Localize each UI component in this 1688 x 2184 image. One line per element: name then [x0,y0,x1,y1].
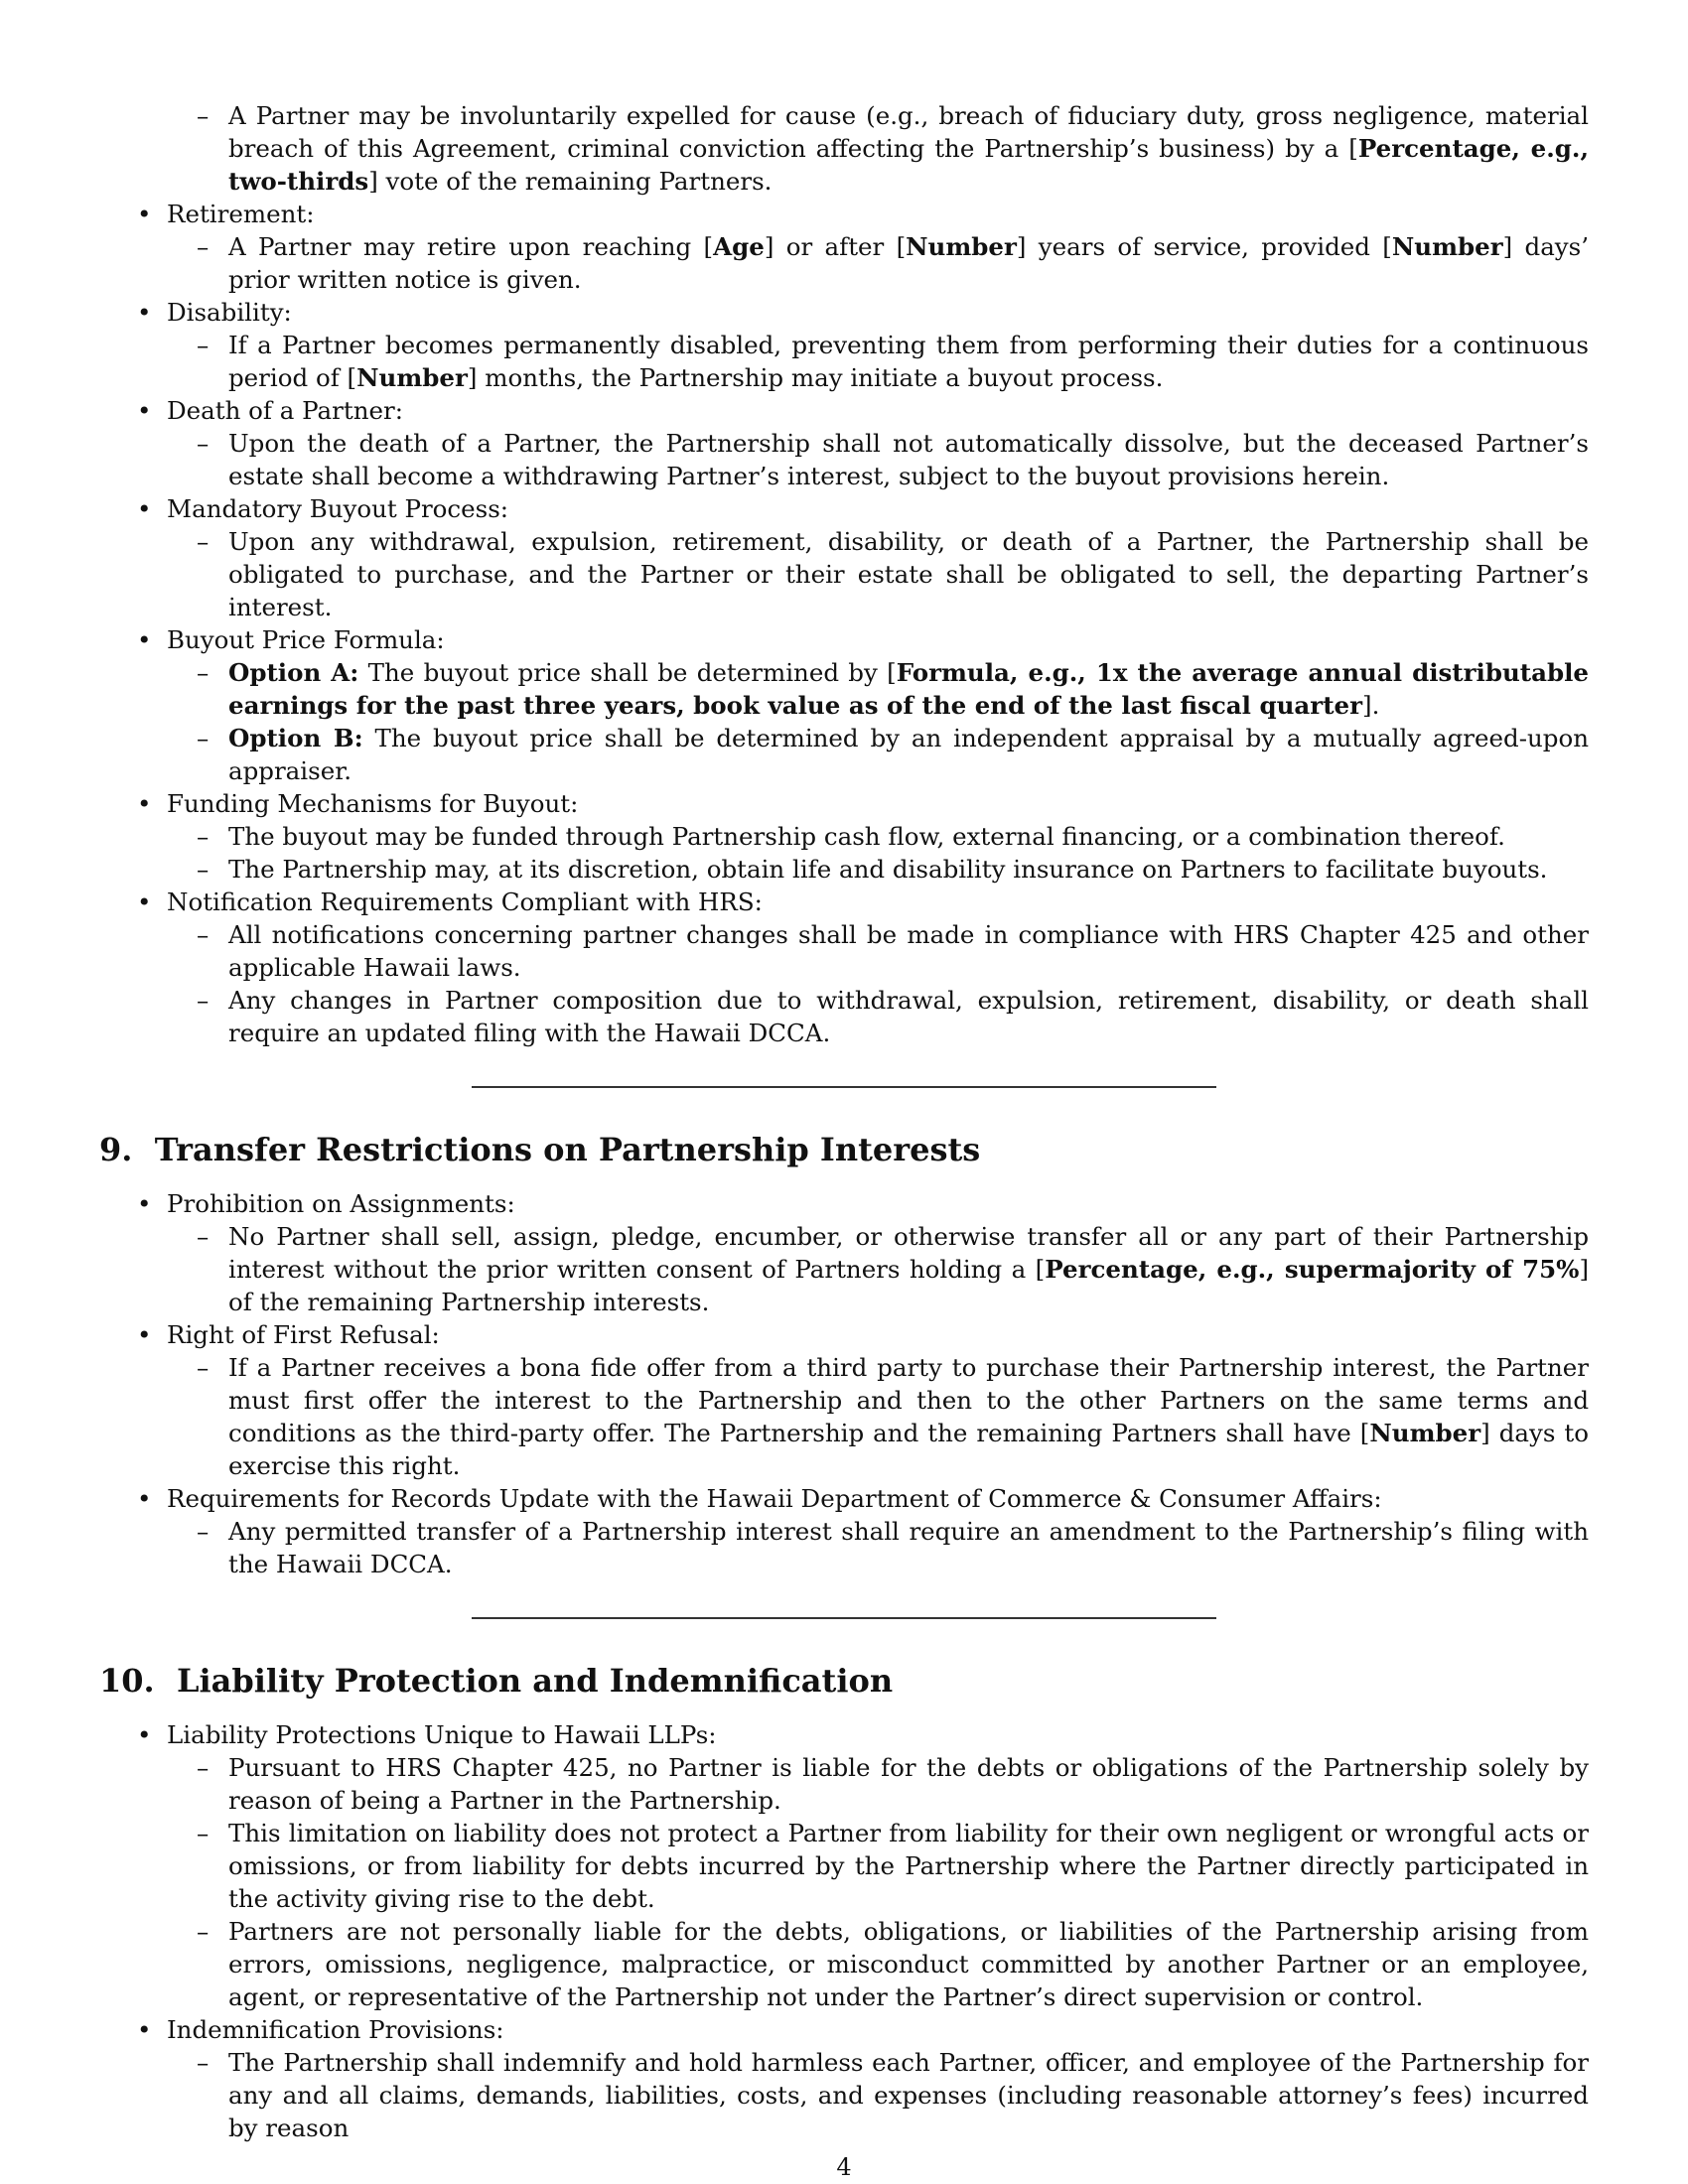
text-run: Partners are not personally liable for the debts, obligations, or liabilities of the Partnership arising from errors, omissions, negligence, malpractice, or misconduct committed by another Partner or an employee, agent, or representative of the Partnership not under the Partner’s direct supervision or control. [228,1917,1589,2011]
section-number: 10. [99,1662,155,1700]
sub-list-item [228,1351,1589,1482]
sub-list [167,1515,1589,1580]
list-item [167,296,1589,394]
text-run: All notifications concerning partner changes shall be made in compliance with HRS Chapter 425 and other applicable Hawaii laws. [228,920,1589,982]
text-run: Upon any withdrawal, expulsion, retirement, disability, or death of a Partner, the Partnership shall be obligated to purchase, and the Partner or their estate shall be obligated to sell, the departing Partner’s interest. [228,527,1589,621]
list-item [167,1718,1589,2013]
bold-text: Percentage, e.g., supermajority of 75% [1045,1255,1580,1284]
list-item-label: Mandatory Buyout Process: [167,494,509,523]
section-heading-10 [99,1661,1589,1701]
list-item [167,1187,1589,1318]
top-bullet-list [99,99,1589,1049]
text-run: If a Partner becomes permanently disabled, preventing them from performing their duties for a continuous period of [ [228,331,1589,392]
sub-list-item [228,1220,1589,1318]
section-10-list [99,1718,1589,2144]
section-divider [472,1086,1216,1088]
section-title: Transfer Restrictions on Partnership Interests [154,1131,981,1168]
text-run: ] years of service, provided [ [1016,232,1392,261]
text-run: This limitation on liability does not protect a Partner from liability for their own negligent or wrongful acts or omissions, or from liability for debts incurred by the Partnership where the Partner directly participated in the activity giving rise to the debt. [228,1819,1589,1913]
text-run: A Partner may be involuntarily expelled for cause (e.g., breach of fiduciary duty, gross negligence, material breach of this Agreement, criminal conviction affecting the Partnership’s business) by a [ [228,101,1589,163]
sub-list [167,1220,1589,1318]
list-item [167,99,1589,198]
sub-list [167,329,1589,394]
sub-list [167,427,1589,492]
text-run: The buyout price shall be determined by an independent appraisal by a mutually agreed-upon appraiser. [228,724,1589,785]
text-run: Any permitted transfer of a Partnership interest shall require an amendment to the Partnership’s filing with the Hawaii DCCA. [228,1517,1589,1578]
sub-list-item [228,99,1589,198]
sub-list [167,656,1589,787]
text-run: ] days to exercise this right. [228,1419,1590,1480]
list-item-label: Liability Protections Unique to Hawaii LLPs: [167,1720,717,1749]
bold-text: Number [1391,232,1503,261]
section-title: Liability Protection and Indemnification [176,1662,894,1700]
section-heading-9 [99,1130,1589,1169]
sub-list-item [228,918,1589,984]
list-item [167,886,1589,1049]
bold-text: Number [356,363,468,392]
text-run: The buyout may be funded through Partnership cash flow, external financing, or a combination thereof. [228,822,1505,851]
text-run: No Partner shall sell, assign, pledge, encumber, or otherwise transfer all or any part of their Partnership interest without the prior written consent of Partners holding a [ [228,1222,1589,1284]
list-item-label: Disability: [167,298,292,327]
bold-text: Number [1369,1419,1481,1447]
text-run: The Partnership may, at its discretion, obtain life and disability insurance on Partners to facilitate buyouts. [228,855,1548,884]
sub-list-item [228,525,1589,623]
page-content [99,99,1589,2144]
section-divider [472,1617,1216,1619]
list-item-label: Retirement: [167,200,315,228]
list-item-label: Buyout Price Formula: [167,625,445,654]
list-item [167,394,1589,492]
sub-list-item [228,820,1589,853]
sub-list-item [228,1915,1589,2013]
page-number: 4 [836,2153,852,2181]
sub-list [167,820,1589,886]
sub-list-item [228,1515,1589,1580]
sub-list [167,230,1589,296]
bold-text: Option B: [228,724,363,752]
section-number: 9. [99,1131,133,1168]
list-item-label: Right of First Refusal: [167,1320,440,1349]
text-run: ] of the remaining Partnership interests. [228,1255,1590,1316]
list-item-label: Requirements for Records Update with the Hawaii Department of Commerce & Consumer Affairs: [167,1484,1382,1513]
list-item-label: Death of a Partner: [167,396,403,425]
sub-list-item [228,230,1589,296]
text-run: Pursuant to HRS Chapter 425, no Partner is liable for the debts or obligations of the Partnership solely by reason of being a Partner in the Partnership. [228,1753,1589,1815]
list-item-label: Funding Mechanisms for Buyout: [167,789,579,818]
text-run: ]. [1362,691,1380,720]
bold-text: Formula, e.g., 1x the average annual distributable earnings for the past three years, book value as of the end of the last fiscal quarter [228,658,1589,720]
sub-list-item [228,656,1589,722]
sub-list-item [228,1817,1589,1915]
text-run: The buyout price shall be determined by [ [358,658,897,687]
text-run: Any changes in Partner composition due to withdrawal, expulsion, retirement, disability, or death shall require an updated filing with the Hawaii DCCA. [228,986,1589,1047]
text-run: Upon the death of a Partner, the Partnership shall not automatically dissolve, but the deceased Partner’s estate shall become a withdrawing Partner’s interest, subject to the buyout provisions herein. [228,429,1589,490]
text-run: If a Partner receives a bona fide offer from a third party to purchase their Partnership interest, the Partner must first offer the interest to the Partnership and then to the other Partners on the same terms and conditions as the third-party offer. The Partnership and the remaining Partners shall have [ [228,1353,1589,1447]
sub-list [167,918,1589,1049]
sub-list-item [228,1751,1589,1817]
bold-text: Percentage, e.g., two-thirds [228,134,1589,196]
sub-list-item [228,2046,1589,2144]
sub-list-item [228,329,1589,394]
sub-list [167,2046,1589,2144]
sub-list [167,99,1589,198]
text-run: ] or after [ [764,232,907,261]
list-item-label: Notification Requirements Compliant with HRS: [167,887,763,916]
sub-list [167,1751,1589,2013]
bold-text: Option A: [228,658,359,687]
list-item [167,623,1589,787]
sub-list [167,1351,1589,1482]
text-run: A Partner may retire upon reaching [ [228,232,714,261]
list-item [167,2013,1589,2144]
list-item-label: Prohibition on Assignments: [167,1189,515,1218]
sub-list-item [228,853,1589,886]
list-item [167,1482,1589,1580]
sub-list-item [228,984,1589,1049]
bold-text: Number [906,232,1017,261]
bold-text: Age [713,232,765,261]
text-run: ] days’ prior written notice is given. [228,232,1589,294]
text-run: ] vote of the remaining Partners. [368,167,773,196]
list-item [167,1318,1589,1482]
list-item-label: Indemnification Provisions: [167,2015,504,2044]
list-item [167,787,1589,886]
list-item [167,492,1589,623]
section-9-list [99,1187,1589,1580]
text-run: ] months, the Partnership may initiate a buyout process. [467,363,1164,392]
list-item [167,198,1589,296]
text-run: The Partnership shall indemnify and hold harmless each Partner, officer, and employee of the Partnership for any and all claims, demands, liabilities, costs, and expenses (including reasonable attorney’s fees) incurred by reason [228,2048,1589,2142]
sub-list-item [228,427,1589,492]
sub-list-item [228,722,1589,787]
sub-list [167,525,1589,623]
